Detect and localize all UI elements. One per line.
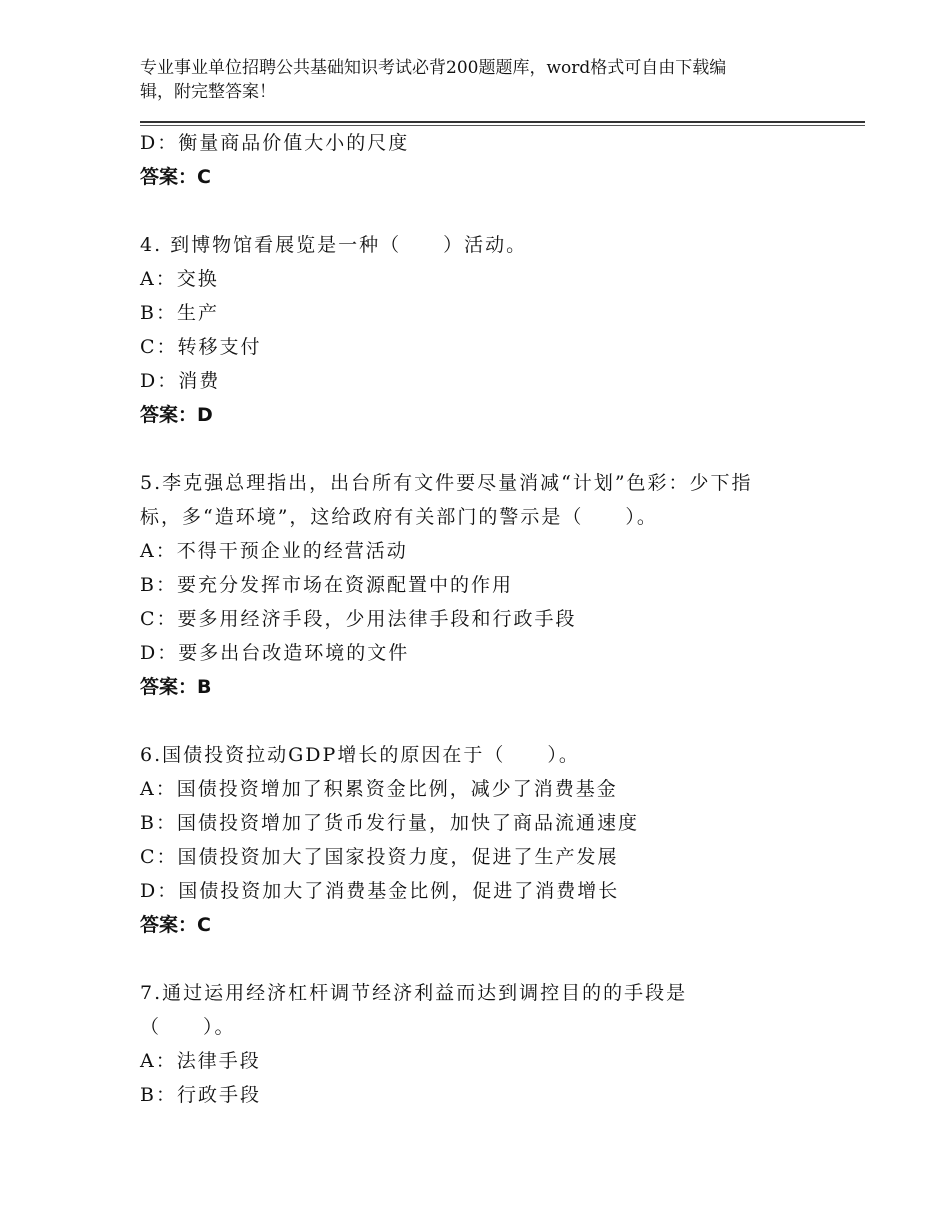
question-stem: 4. 到博物馆看展览是一种（ ）活动。 [140, 234, 528, 256]
option-a: A：交换 [140, 268, 219, 290]
question-stem-line-1: 7.通过运用经济杠杆调节经济利益而达到调控目的的手段是 [140, 982, 688, 1004]
question-stem-line-1: 5.李克强总理指出，出台所有文件要尽量消减“计划”色彩：少下指 [140, 472, 753, 494]
answer-label: 答案：B [140, 676, 212, 698]
header-line-1: 专业事业单位招聘公共基础知识考试必背200题题库，word格式可自由下载编 [140, 58, 727, 78]
option-d: D：国债投资加大了消费基金比例，促进了消费增长 [140, 880, 620, 902]
option-b: B：生产 [140, 302, 219, 324]
option-c: C：要多用经济手段，少用法律手段和行政手段 [140, 608, 577, 630]
option-d: D：消费 [140, 370, 221, 392]
option-a: A：法律手段 [140, 1050, 261, 1072]
option-c: C：国债投资加大了国家投资力度，促进了生产发展 [140, 846, 619, 868]
answer-label: 答案：C [140, 914, 211, 936]
option-d: D：衡量商品价值大小的尺度 [140, 132, 410, 154]
header-rule-thick [140, 121, 865, 123]
question-4 [140, 228, 840, 432]
option-b: B：国债投资增加了货币发行量，加快了商品流通速度 [140, 812, 639, 834]
page-header [140, 56, 790, 104]
question-stem: 6.国债投资拉动GDP增长的原因在于（ ）。 [140, 744, 580, 766]
option-d: D：要多出台改造环境的文件 [140, 642, 410, 664]
option-c: C：转移支付 [140, 336, 262, 358]
question-list [140, 126, 840, 1112]
answer-label: 答案：D [140, 404, 213, 426]
option-a: A：不得干预企业的经营活动 [140, 540, 408, 562]
question-5 [140, 466, 840, 704]
question-stem-line-2: 标，多“造环境”，这给政府有关部门的警示是（ ）。 [140, 506, 658, 528]
option-b: B：要充分发挥市场在资源配置中的作用 [140, 574, 513, 596]
question-6 [140, 738, 840, 942]
answer-label: 答案：C [140, 166, 211, 188]
option-a: A：国债投资增加了积累资金比例，减少了消费基金 [140, 778, 618, 800]
header-line-2: 辑，附完整答案！ [140, 82, 276, 102]
question-3-tail [140, 126, 840, 194]
question-stem-line-2: （ ）。 [140, 1016, 236, 1038]
question-7 [140, 976, 840, 1112]
option-b: B：行政手段 [140, 1084, 261, 1106]
